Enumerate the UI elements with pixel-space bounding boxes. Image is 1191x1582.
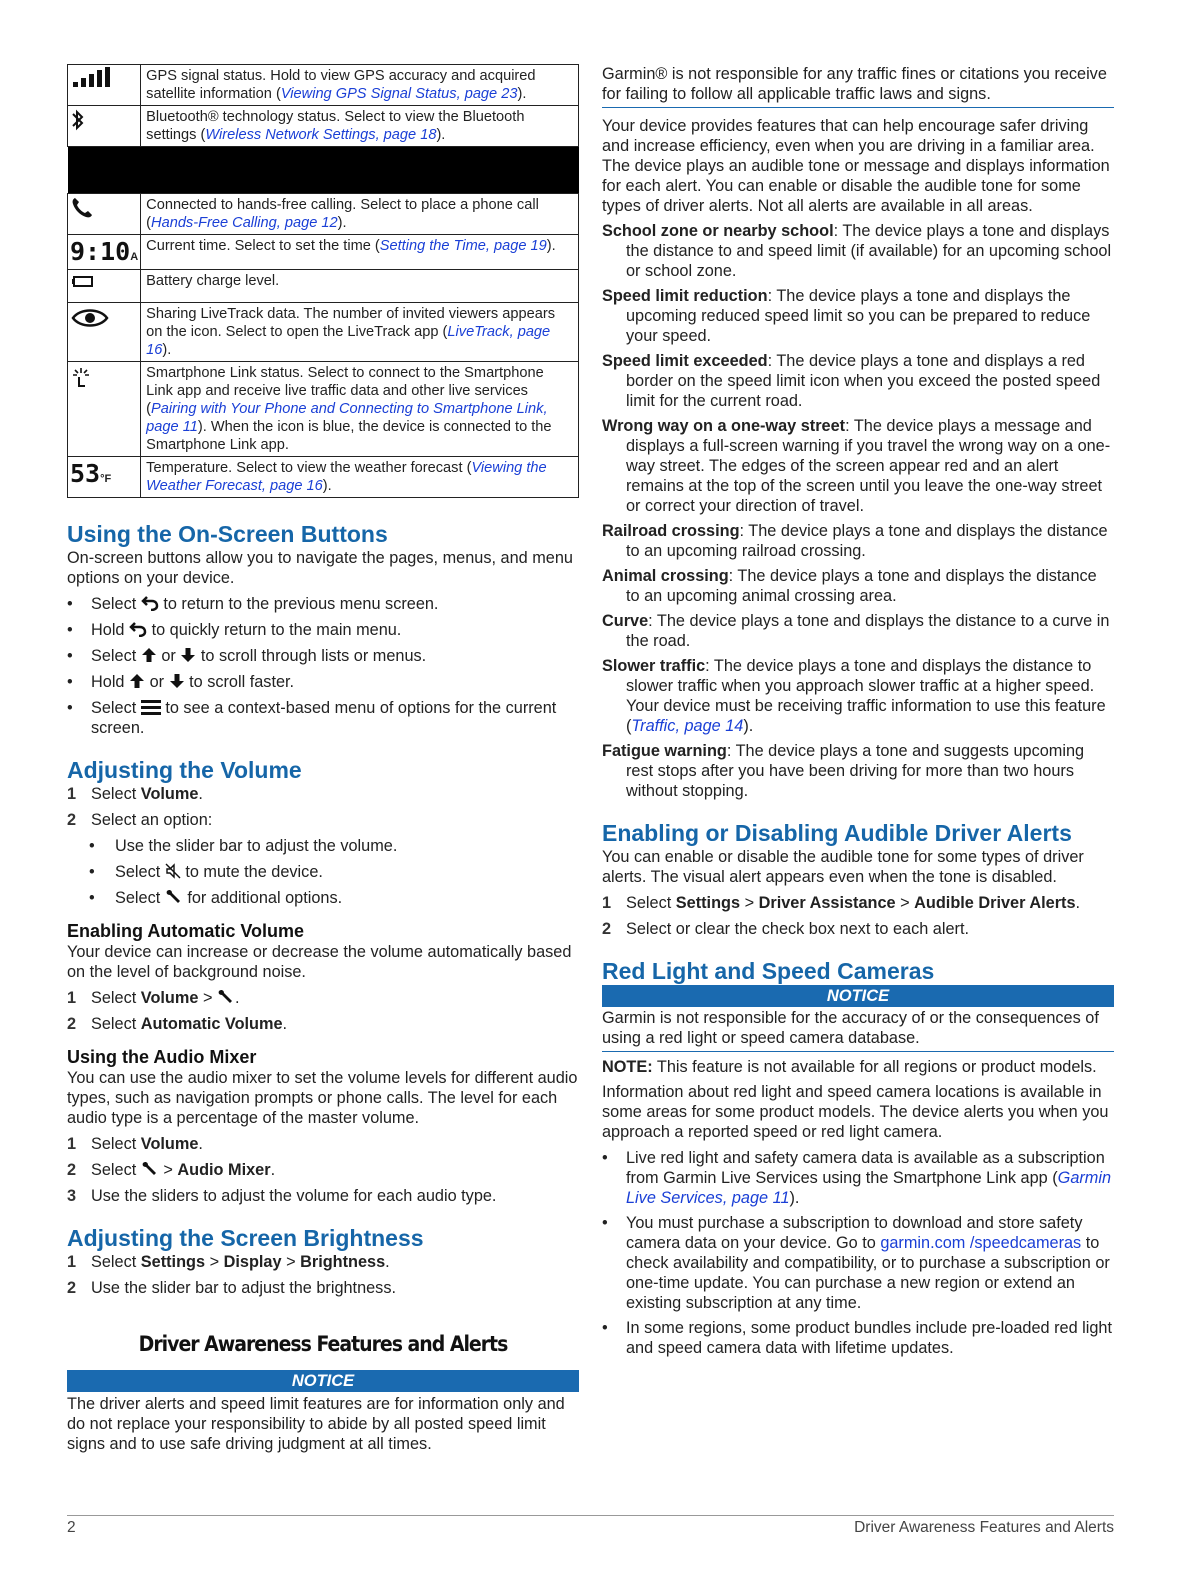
step-list xyxy=(67,784,579,830)
wrench-icon xyxy=(217,989,235,1005)
left-column xyxy=(67,64,579,1454)
notice-banner: NOTICE xyxy=(602,985,1114,1007)
bluetooth-icon xyxy=(68,106,141,147)
section-heading: Adjusting the Screen Brightness xyxy=(67,1225,424,1251)
notice-banner: NOTICE xyxy=(67,1370,579,1392)
cross-ref-link[interactable]: Viewing the Weather Forecast, page 16 xyxy=(146,460,547,494)
list-item: • Use the slider bar to adjust the volume. xyxy=(67,836,579,856)
battery-icon xyxy=(68,270,141,303)
section-heading: Using the On-Screen Buttons xyxy=(67,521,388,547)
list-item: • In some regions, some product bundles include pre-loaded red light and speed camera data with lifetime updates. xyxy=(602,1318,1114,1358)
definition-item: Speed limit reduction: The device plays a tone and displays the upcoming reduced speed limit so you can be prepared to reduce your speed. xyxy=(602,287,1091,345)
cross-ref-link[interactable]: Setting the Time, page 19 xyxy=(379,238,547,254)
sub-bullet-list xyxy=(67,836,579,908)
list-item: 1 Select Volume. xyxy=(67,785,203,803)
step-list xyxy=(602,893,1114,939)
mute-icon xyxy=(165,863,181,879)
paragraph: On-screen buttons allow you to navigate the pages, menus, and menu options on your device. xyxy=(67,549,573,587)
cross-ref-link[interactable]: Wireless Network Settings, page 18 xyxy=(205,127,437,143)
list-item: • Select for additional options. xyxy=(67,888,579,908)
arrow-up-icon xyxy=(141,647,157,663)
definition-item: Wrong way on a one-way street: The device plays a message and displays a full-screen warning if you travel the wrong way on a one-way street. The edges of the screen appear red and an alert remains at the top of the screen until you leave the one-way street or correct your direction of travel. xyxy=(602,417,1111,515)
cross-ref-link[interactable]: Traffic, page 14 xyxy=(631,717,744,735)
bullet-list xyxy=(67,594,579,738)
arrow-up-icon xyxy=(129,673,145,689)
section-heading: Red Light and Speed Cameras xyxy=(602,958,935,984)
status-description: Connected to hands-free calling. Select to place a phone call (Hands-Free Calling, page 12). xyxy=(141,194,579,235)
definition-item: School zone or nearby school: The device plays a tone and displays the distance to and speed limit (if available) for an upcoming school or school zone. xyxy=(602,222,1112,280)
smartphone-link-icon xyxy=(68,362,141,457)
definition-item: Curve: The device plays a tone and displays the distance to a curve in the road. xyxy=(602,612,1110,650)
wrench-icon xyxy=(165,889,183,905)
definition-item: Speed limit exceeded: The device plays a tone and displays a red border on the speed limit icon when you exceed the posted speed limit for the current road. xyxy=(602,352,1101,410)
eye-icon xyxy=(68,303,141,362)
list-item: • Live red light and safety camera data is available as a subscription from Garmin Live Services using the Smartphone Link app (Garmin Live Services, page 11). xyxy=(602,1148,1114,1208)
list-item: • Select to mute the device. xyxy=(67,862,579,882)
paragraph: You can enable or disable the audible tone for some types of driver alerts. The visual alert appears even when the tone is disabled. xyxy=(602,848,1084,886)
subsection-heading: Using the Audio Mixer xyxy=(67,1047,257,1067)
temperature-text-icon: 53°F xyxy=(68,457,141,498)
definition-item: Railroad crossing: The device plays a tone and displays the distance to an upcoming railroad crossing. xyxy=(602,522,1108,560)
notice-text: The driver alerts and speed limit features are for information only and do not replace your responsibility to abide by all posted speed limit signs and to use safe driving judgment at all times. xyxy=(67,1395,565,1453)
cross-ref-link[interactable]: Viewing GPS Signal Status, page 23 xyxy=(280,86,518,102)
arrow-down-icon xyxy=(169,673,185,689)
page-number: 2 xyxy=(67,1519,76,1536)
step-list xyxy=(67,1134,579,1206)
chapter-title: Driver Awareness Features and Alerts xyxy=(138,1332,508,1356)
definition-item: Animal crossing: The device plays a tone and displays the distance to an upcoming animal crossing area. xyxy=(602,567,1097,605)
list-item: • Select or to scroll through lists or menus. xyxy=(67,646,579,666)
section-heading: Adjusting the Volume xyxy=(67,757,302,783)
url-link[interactable]: garmin.com /speedcameras xyxy=(880,1234,1082,1252)
menu-icon xyxy=(141,699,161,715)
table-row xyxy=(68,362,579,457)
list-item: 1 Select Volume > . xyxy=(67,989,240,1007)
list-item: 2 Select > Audio Mixer. xyxy=(67,1161,276,1179)
back-icon xyxy=(141,595,159,611)
list-item: • Select to see a context-based menu of options for the current screen. xyxy=(67,698,579,738)
table-row xyxy=(68,65,579,106)
notice-text: Garmin is not responsible for the accuracy of or the consequences of using a red light or speed camera database. xyxy=(602,1008,1114,1052)
paragraph: Your device provides features that can help encourage safer driving and increase efficiency, even when you are driving in a familiar area. The device plays an audible tone or message and displays information for each alert. You can enable or disable the audible tone for some types of driver alerts. Not all alerts are available in all areas. xyxy=(602,117,1110,215)
list-item: 2 Select Automatic Volume. xyxy=(67,1015,288,1033)
list-item: • Hold or to scroll faster. xyxy=(67,672,579,692)
status-description: Bluetooth® technology status. Select to view the Bluetooth settings (Wireless Network Settings, page 18). xyxy=(141,106,579,147)
paragraph: You can use the audio mixer to set the volume levels for different audio types, such as navigation prompts or phone calls. The level for each audio type is a percentage of the master volume. xyxy=(67,1069,578,1127)
bullet-list xyxy=(602,1148,1114,1358)
list-item: 2 Use the slider bar to adjust the brightness. xyxy=(67,1279,396,1297)
list-item: 2 Select an option: xyxy=(67,811,213,829)
cross-ref-link[interactable]: Hands-Free Calling, page 12 xyxy=(151,215,338,231)
list-item: 1 Select Volume. xyxy=(67,1135,203,1153)
list-item: 3 Use the sliders to adjust the volume for each audio type. xyxy=(67,1187,497,1205)
phone-icon xyxy=(68,194,141,235)
step-list xyxy=(67,1252,579,1298)
definition-item: Fatigue warning: The device plays a tone and suggests upcoming rest stops after you have been driving for more than two hours without stopping. xyxy=(602,742,1085,800)
table-row xyxy=(68,270,579,303)
status-description: Sharing LiveTrack data. The number of invited viewers appears on the icon. Select to open the LiveTrack app (LiveTrack, page 16). xyxy=(141,303,579,362)
status-description: Smartphone Link status. Select to connect to the Smartphone Link app and receive live traffic data and other live services (Pairing with Your Phone and Connecting to Smartphone Link, page 11). When the icon is blue, the device is connected to the Smartphone Link app. xyxy=(141,362,579,457)
paragraph: Information about red light and speed camera locations is available in some areas for some product models. The device alerts you when you approach a reported speed or red light camera. xyxy=(602,1083,1109,1141)
list-item: 1 Select Settings > Display > Brightness. xyxy=(67,1253,390,1271)
list-item: 2 Select or clear the check box next to each alert. xyxy=(602,920,969,938)
status-description: Current time. Select to set the time (Setting the Time, page 19). xyxy=(141,235,579,270)
alert-definitions xyxy=(602,221,1114,801)
footer-section-title: Driver Awareness Features and Alerts xyxy=(854,1519,1114,1536)
wrench-icon xyxy=(141,1161,159,1177)
arrow-down-icon xyxy=(180,647,196,663)
step-list xyxy=(67,988,579,1034)
list-item: • You must purchase a subscription to download and store safety camera data on your device. Go to garmin.com /speedcameras to check availability and compatibility, or to purchase a subscription or one-time update. You can purchase a new region or extend an existing subscription at any time. xyxy=(602,1213,1114,1313)
paragraph: Your device can increase or decrease the volume automatically based on the level of background noise. xyxy=(67,943,572,981)
subsection-heading: Enabling Automatic Volume xyxy=(67,921,305,941)
table-row xyxy=(68,457,579,498)
redacted-row xyxy=(68,147,579,194)
section-heading: Enabling or Disabling Audible Driver Alerts xyxy=(602,820,1072,846)
status-description: GPS signal status. Hold to view GPS accuracy and acquired satellite information (Viewing GPS Signal Status, page 23). xyxy=(141,65,579,106)
table-row xyxy=(68,106,579,147)
cross-ref-link[interactable]: LiveTrack, page 16 xyxy=(146,324,551,358)
right-column xyxy=(602,64,1114,1358)
list-item: 1 Select Settings > Driver Assistance > Audible Driver Alerts. xyxy=(602,894,1081,912)
clock-text-icon: 9:10A xyxy=(68,235,141,270)
cross-ref-link[interactable]: Garmin Live Services, page 11 xyxy=(626,1169,1112,1207)
definition-item: Slower traffic: The device plays a tone and displays the distance to slower traffic when you approach slower traffic at a higher speed. Your device must be receiving traffic information to use this feature (Traffic, page 14). xyxy=(602,657,1106,735)
signal-bars-icon xyxy=(68,65,141,106)
cross-ref-link[interactable]: Pairing with Your Phone and Connecting to Smartphone Link, page 11 xyxy=(146,401,548,435)
list-item: • Select to return to the previous menu screen. xyxy=(67,594,579,614)
back-icon xyxy=(129,621,147,637)
table-row xyxy=(68,235,579,270)
note-paragraph: NOTE: This feature is not available for all regions or product models. xyxy=(602,1058,1097,1076)
status-description: Temperature. Select to view the weather forecast (Viewing the Weather Forecast, page 16). xyxy=(141,457,579,498)
page-footer xyxy=(67,1515,1114,1536)
status-icon-table xyxy=(67,64,579,498)
table-row xyxy=(68,303,579,362)
redaction-bar xyxy=(68,147,579,194)
table-row xyxy=(68,194,579,235)
list-item: • Hold to quickly return to the main menu. xyxy=(67,620,579,640)
notice-text-continued: Garmin® is not responsible for any traffic fines or citations you receive for failing to follow all applicable traffic laws and signs. xyxy=(602,64,1114,108)
status-description: Battery charge level. xyxy=(141,270,579,303)
